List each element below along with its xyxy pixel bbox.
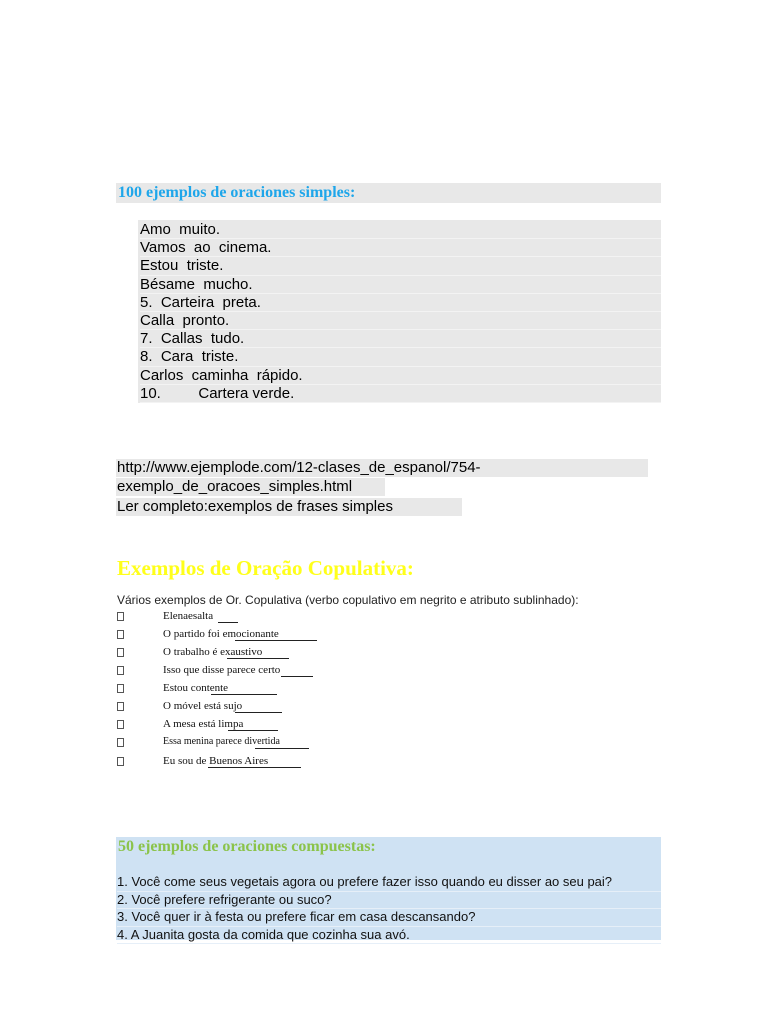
list-item: 4. A Juanita gosta da comida que cozinha sua avó. (117, 927, 661, 945)
bullet-box-icon (117, 612, 124, 621)
underline (235, 712, 282, 713)
underline (228, 730, 278, 731)
read-more (117, 498, 393, 516)
source-url-line1[interactable]: http://www.ejemplode.com/12-clases_de_espanol/754- (117, 459, 481, 476)
bullet-box-icon (117, 648, 124, 657)
list-item: Vamos ao cinema. (140, 239, 661, 257)
bullet-box-icon (117, 684, 124, 693)
underline (218, 622, 238, 623)
compound-sentence-list (117, 874, 661, 944)
list-item: 1. Você come seus vegetais agora ou prefere fazer isso quando eu disser ao seu pai? (117, 874, 661, 892)
simple-sentence-list (140, 221, 661, 403)
bullet-box-icon (117, 702, 124, 711)
underline (255, 748, 309, 749)
bullet-box-icon (117, 738, 124, 747)
list-item: Amo muito. (140, 221, 661, 239)
list-item: Carlos caminha rápido. (140, 367, 661, 385)
read-more-label: Ler completo (117, 498, 204, 515)
underline (211, 694, 277, 695)
list-item: Bésame mucho. (140, 276, 661, 294)
section-heading-compound: 50 ejemplos de oraciones compuestas: (118, 838, 376, 855)
underline (281, 676, 313, 677)
underline (227, 658, 289, 659)
underline (208, 767, 301, 768)
bullet-box-icon (117, 720, 124, 729)
read-more-link[interactable]: :exemplos de frases simples (203, 498, 393, 515)
list-item: 10. Cartera verde. (140, 385, 661, 403)
list-item: 7. Callas tudo. (140, 330, 661, 348)
list-item: Calla pronto. (140, 312, 661, 330)
source-url-line2[interactable]: exemplo_de_oracoes_simples.html (117, 478, 353, 495)
bullet-box-icon (117, 666, 124, 675)
section-heading-simple: 100 ejemplos de oraciones simples: (118, 184, 356, 201)
list-item: 3. Você quer ir à festa ou prefere ficar em casa descansando? (117, 909, 661, 927)
list-item: 8. Cara triste. (140, 348, 661, 366)
section-heading-copulative: Exemplos de Oração Copulativa: (117, 556, 414, 580)
copulative-intro: Vários exemplos de Or. Copulativa (verbo copulativo em negrito e atributo sublinhado): (117, 593, 579, 607)
underline (235, 640, 317, 641)
list-item: Estou triste. (140, 257, 661, 275)
bullet-box-icon (117, 630, 124, 639)
list-item: 2. Você prefere refrigerante ou suco? (117, 892, 661, 910)
list-item: 5. Carteira preta. (140, 294, 661, 312)
bullet-box-icon (117, 757, 124, 766)
